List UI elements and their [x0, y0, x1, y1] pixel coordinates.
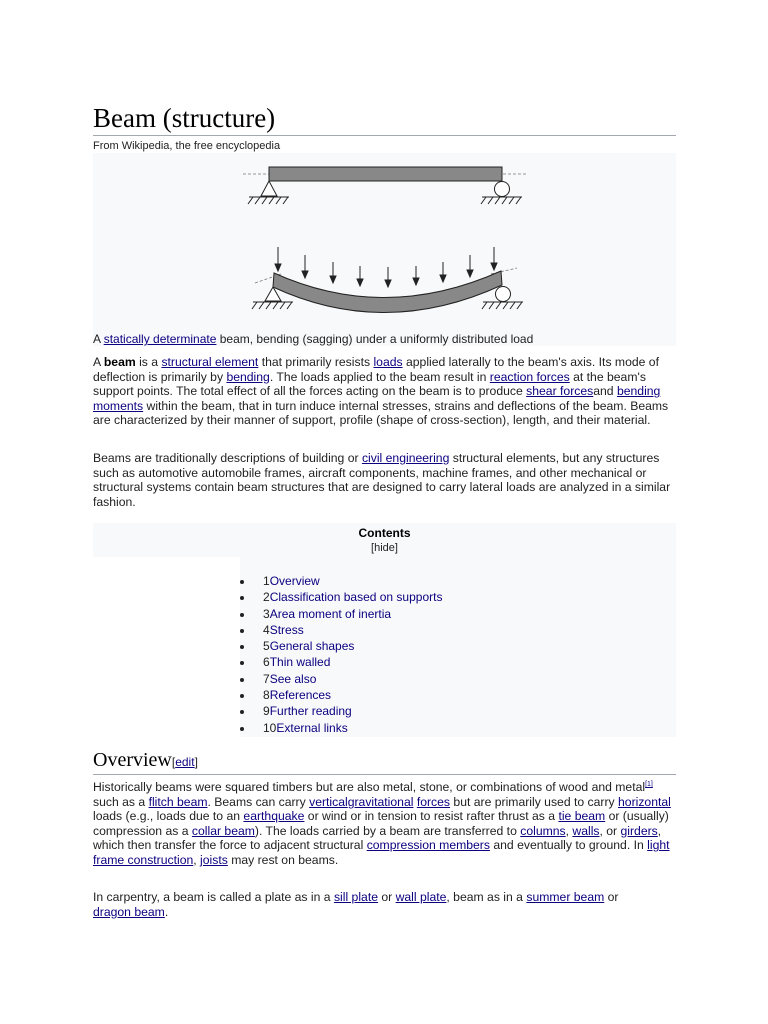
link-bending-moments[interactable]: bending moments	[93, 384, 661, 413]
link-forces[interactable]: forces	[416, 794, 451, 809]
toc-item-10[interactable]	[240, 720, 442, 736]
toc-title: Contents	[358, 526, 411, 540]
link-shear-forces[interactable]: shear forces	[526, 384, 594, 399]
text: within the beam, that in turn induce internal stresses, strains and deflections of the beam. Beams are characterized by their manner of support, profile (shape of cross-section), length, and their material.	[93, 398, 669, 428]
text: , beam as in a	[446, 890, 527, 904]
caption-suffix: beam, bending (sagging) under a uniformly distributed load	[216, 332, 534, 346]
bullet-icon	[240, 596, 244, 600]
intro-paragraph-1	[93, 355, 678, 428]
toc-item-8[interactable]	[240, 687, 442, 703]
bracket: ]	[194, 755, 198, 769]
tagline: From Wikipedia, the free encyclopedia	[93, 140, 281, 152]
bullet-icon	[240, 727, 244, 731]
text: , or	[599, 823, 621, 838]
link-sill-plate[interactable]: sill plate	[333, 890, 378, 904]
toc-link[interactable]: Further reading	[269, 704, 352, 719]
toc-number: 2	[263, 590, 270, 605]
beam-figure	[93, 153, 676, 346]
text: . Beams can carry	[207, 794, 310, 809]
bullet-icon	[240, 645, 244, 649]
toc-link[interactable]: General shapes	[269, 639, 355, 654]
toc-item-7[interactable]	[240, 671, 442, 687]
text: and	[593, 384, 617, 399]
text: or	[377, 890, 396, 904]
text: loads (e.g., loads due to an	[93, 809, 244, 824]
link-bending[interactable]: bending	[226, 369, 270, 384]
text: and eventually to ground. In	[489, 838, 648, 853]
intro-paragraph-2	[93, 451, 678, 509]
toc-link[interactable]: See also	[269, 671, 317, 686]
link-walls[interactable]: walls	[572, 823, 600, 838]
link-collar-beam[interactable]: collar beam	[191, 823, 255, 838]
toc-number: 9	[263, 704, 270, 719]
text: , which then transfer the force to adjacent structural	[93, 823, 662, 853]
text: or	[604, 890, 619, 904]
text: or (usually) compression as a	[93, 809, 669, 838]
section-heading-overview	[93, 748, 676, 775]
bold-term: beam	[103, 355, 136, 369]
page-title: Beam (structure)	[93, 101, 676, 136]
text: or wind or in tension to resist rafter thrust as a	[304, 809, 559, 824]
beam-diagram	[93, 153, 676, 346]
toc-list	[240, 573, 442, 736]
link-statically-determinate[interactable]: statically determinate	[103, 332, 217, 346]
link-dragon-beam[interactable]: dragon beam	[93, 904, 165, 919]
edit-link[interactable]: edit	[175, 755, 195, 769]
toc-number: 5	[263, 639, 270, 654]
toc-number: 7	[263, 671, 270, 686]
text: ,	[565, 823, 573, 838]
toc-link[interactable]: External links	[276, 720, 348, 735]
text: .	[164, 904, 169, 919]
text: ). The loads carried by a beam are transferred to	[254, 823, 521, 838]
link-joists[interactable]: joists	[200, 852, 228, 867]
toc-link[interactable]: Stress	[269, 622, 304, 637]
text: structural elements, but any structures such as automotive automobile frames, aircraft components, machine frames, and other mechanical or structural systems contain beam structures that are designed to carry lateral loads are analyzed in a similar fashion.	[93, 451, 671, 509]
text: In carpentry, a beam is called a plate as in a	[93, 890, 334, 904]
link-wall-plate[interactable]: wall plate	[395, 890, 447, 904]
link-compression-members[interactable]: compression members	[366, 838, 490, 853]
link-gravitational[interactable]: gravitational	[347, 794, 414, 809]
link-earthquake[interactable]: earthquake	[243, 809, 305, 824]
link-structural-element[interactable]: structural element	[161, 355, 259, 369]
bullet-icon	[240, 694, 244, 698]
toc-number: 8	[263, 688, 270, 703]
toc-item-5[interactable]	[240, 638, 442, 654]
bullet-icon	[240, 661, 244, 665]
toc-link[interactable]: Classification based on supports	[269, 590, 443, 605]
toc-link[interactable]: Overview	[269, 574, 320, 588]
bullet-icon	[240, 580, 244, 584]
toc-item-9[interactable]	[240, 703, 442, 719]
toc-item-3[interactable]	[240, 606, 442, 622]
link-horizontal[interactable]: horizontal	[618, 794, 671, 809]
toc-hide-toggle[interactable]: [hide]	[371, 542, 398, 554]
toc-number: 1	[263, 574, 270, 588]
toc-item-2[interactable]	[240, 589, 442, 605]
text: at the beam's support points. The total effect of all the forces acting on the beam is to produce	[93, 369, 646, 399]
toc-item-4[interactable]	[240, 622, 442, 638]
link-tie-beam[interactable]: tie beam	[558, 809, 606, 824]
bullet-icon	[240, 678, 244, 682]
toc-item-1[interactable]	[240, 573, 442, 589]
toc-number: 3	[263, 606, 270, 621]
text: A	[93, 355, 104, 369]
table-of-contents	[93, 523, 676, 737]
bullet-icon	[240, 710, 244, 714]
toc-number: 10	[263, 720, 277, 735]
text: such as a	[93, 794, 149, 809]
toc-blank-area	[93, 557, 240, 737]
link-reaction-forces[interactable]: reaction forces	[489, 369, 570, 384]
text: is a	[135, 355, 162, 369]
bracket: [	[171, 755, 176, 769]
text: but are primarily used to carry	[450, 794, 619, 809]
text: . The loads applied to the beam result in	[269, 369, 490, 384]
text: may rest on beams.	[227, 852, 339, 867]
toc-number: 6	[263, 655, 270, 670]
link-flitch-beam[interactable]: flitch beam	[148, 794, 208, 809]
link-summer-beam[interactable]: summer beam	[526, 890, 605, 904]
link-vertical[interactable]: vertical	[309, 794, 348, 809]
text: Beams are traditionally descriptions of building or	[93, 451, 362, 465]
text: Historically beams were squared timbers but are also metal, stone, or combinations of wood and metal	[93, 780, 646, 794]
bullet-icon	[240, 613, 244, 617]
link-girders[interactable]: girders	[620, 823, 658, 838]
link-loads[interactable]: loads	[373, 355, 403, 369]
figure-caption	[93, 332, 533, 346]
toc-item-6[interactable]	[240, 654, 442, 670]
toc-link[interactable]: Thin walled	[269, 655, 331, 670]
link-civil-engineering[interactable]: civil engineering	[361, 451, 450, 465]
toc-link[interactable]: References	[269, 688, 332, 703]
text: ,	[193, 852, 201, 867]
toc-number: 4	[263, 622, 270, 637]
link-light-frame-construction[interactable]: light frame construction	[93, 838, 670, 867]
text: applied laterally to the beam's axis. Its mode of deflection is primarily by	[93, 355, 659, 384]
text: that primarily resists	[258, 355, 374, 369]
toc-link[interactable]: Area moment of inertia	[269, 606, 392, 621]
caption-prefix: A	[93, 332, 104, 346]
heading-text: Overview	[93, 749, 172, 771]
link-columns[interactable]: columns	[520, 823, 566, 838]
edit-section	[172, 755, 198, 769]
citation-1[interactable]: [1]	[645, 780, 653, 788]
overview-paragraph-1	[93, 780, 678, 868]
bullet-icon	[240, 629, 244, 633]
overview-paragraph-2	[93, 890, 633, 919]
